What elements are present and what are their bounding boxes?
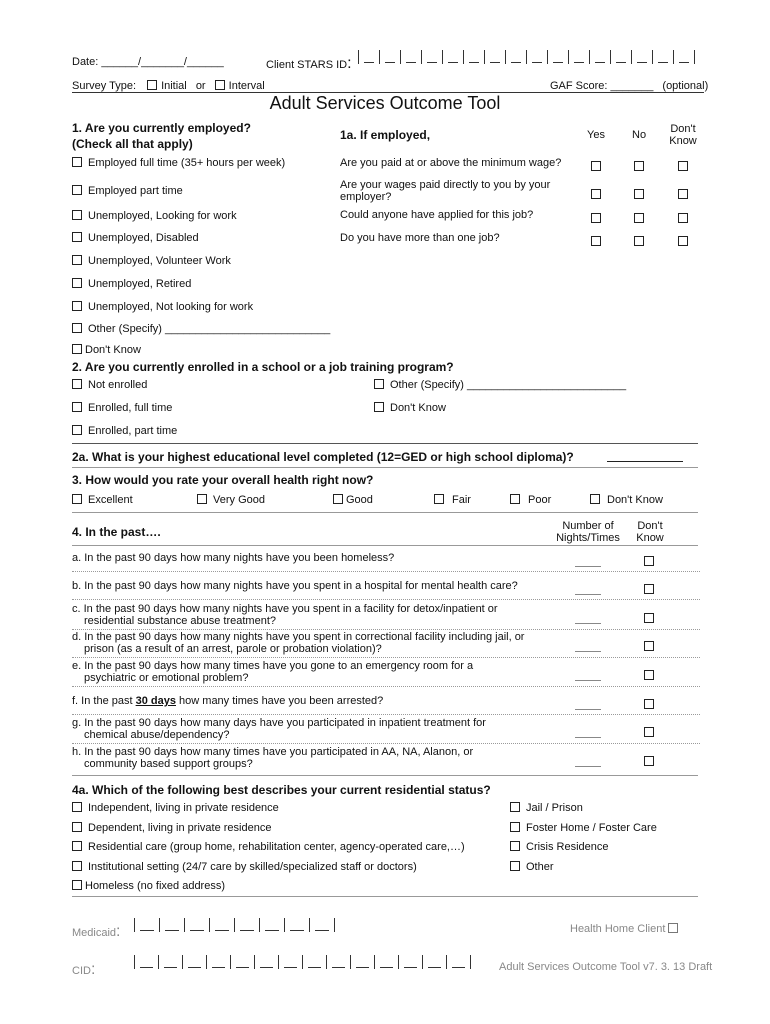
- col-number-nights: Number of Nights/Times: [556, 520, 620, 544]
- checkbox[interactable]: [510, 802, 520, 812]
- q1a-dontknow-checkbox[interactable]: [678, 213, 688, 223]
- checkbox[interactable]: [72, 232, 82, 242]
- medicaid-label: Medicaid:: [72, 923, 121, 940]
- q4-dontknow-checkbox[interactable]: [644, 756, 654, 766]
- divider: [72, 545, 698, 546]
- page-title: Adult Services Outcome Tool: [269, 93, 501, 113]
- cid-boxes[interactable]: [134, 955, 472, 974]
- checkbox[interactable]: [72, 861, 82, 871]
- q4a-option[interactable]: Institutional setting (24/7 care by skilled/specialized staff or doctors): [72, 861, 417, 873]
- id-digit-box[interactable]: [134, 918, 159, 932]
- q1a-no-checkbox[interactable]: [634, 161, 644, 171]
- id-digit-box[interactable]: [206, 955, 230, 969]
- id-digit-box[interactable]: [422, 955, 446, 969]
- q4a-option[interactable]: Dependent, living in private residence: [72, 822, 271, 834]
- checkbox[interactable]: [72, 301, 82, 311]
- q1a-yes-checkbox[interactable]: [591, 236, 601, 246]
- id-digit-box[interactable]: [568, 50, 589, 64]
- id-box-end: [470, 955, 472, 969]
- checkbox[interactable]: [333, 494, 343, 504]
- survey-type: Survey Type: Initial or Interval: [72, 80, 265, 92]
- q4-item-cont: residential substance abuse treatment?: [84, 615, 277, 627]
- q4a-option[interactable]: Homeless (no fixed address): [72, 880, 225, 892]
- col-dont-know: Don't Know: [669, 123, 697, 147]
- q1-option[interactable]: Unemployed, Looking for work: [72, 210, 237, 222]
- q4-item-cont: chemical abuse/dependency?: [84, 729, 230, 741]
- id-digit-box[interactable]: [358, 50, 379, 64]
- divider: [72, 443, 698, 444]
- q1a-no-checkbox[interactable]: [634, 213, 644, 223]
- q4-dontknow-checkbox[interactable]: [644, 613, 654, 623]
- initial-checkbox[interactable]: [147, 80, 157, 90]
- id-digit-box[interactable]: [234, 918, 259, 932]
- q1-option[interactable]: Don't Know: [72, 344, 141, 356]
- id-digit-box[interactable]: [442, 50, 463, 64]
- id-box-end: [334, 918, 336, 932]
- cid-label: CID:: [72, 961, 96, 978]
- q3-option[interactable]: Good: [333, 494, 373, 506]
- divider: [72, 512, 698, 513]
- q2a-answer-field[interactable]: [607, 461, 683, 462]
- q1a-no-checkbox[interactable]: [634, 236, 644, 246]
- id-digit-box[interactable]: [326, 955, 350, 969]
- q4-item-f: f. In the past 30 days how many times have you been arrested?: [72, 695, 384, 707]
- q2-option-other[interactable]: Other (Specify) __________________________: [374, 379, 626, 391]
- initial-label: Initial: [161, 80, 187, 92]
- q1-option[interactable]: Unemployed, Not looking for work: [72, 301, 253, 313]
- divider: [72, 775, 698, 776]
- id-digit-box[interactable]: [398, 955, 422, 969]
- q4-number-field[interactable]: [575, 623, 601, 624]
- id-digit-box[interactable]: [631, 50, 652, 64]
- q4-number-field[interactable]: [575, 594, 601, 595]
- col-dont-know: Don't Know: [636, 520, 664, 544]
- checkbox[interactable]: [72, 425, 82, 435]
- checkbox[interactable]: [72, 185, 82, 195]
- q4-item-cont: psychiatric or emotional problem?: [84, 672, 249, 684]
- divider: [72, 896, 698, 897]
- q4-dontknow-checkbox[interactable]: [644, 556, 654, 566]
- q1a-heading: 1a. If employed,: [340, 128, 431, 142]
- id-digit-box[interactable]: [159, 918, 184, 932]
- id-digit-box[interactable]: [652, 50, 673, 64]
- id-digit-box[interactable]: [610, 50, 631, 64]
- q4-number-field[interactable]: [575, 737, 601, 738]
- medicaid-id-boxes[interactable]: [134, 918, 336, 937]
- q1a-dontknow-checkbox[interactable]: [678, 236, 688, 246]
- q1a-question: Could anyone have applied for this job?: [340, 209, 534, 221]
- q1a-question: Do you have more than one job?: [340, 232, 500, 244]
- checkbox[interactable]: [72, 255, 82, 265]
- id-digit-box[interactable]: [589, 50, 610, 64]
- q3-heading: 3. How would you rate your overall health right now?: [72, 473, 374, 487]
- q1-option-other[interactable]: Other (Specify) ___________________________: [72, 323, 330, 335]
- id-digit-box[interactable]: [421, 50, 442, 64]
- id-digit-box[interactable]: [209, 918, 234, 932]
- checkbox[interactable]: [72, 323, 82, 333]
- id-digit-box[interactable]: [446, 955, 470, 969]
- q4-dontknow-checkbox[interactable]: [644, 584, 654, 594]
- checkbox[interactable]: [72, 802, 82, 812]
- checkbox[interactable]: [72, 210, 82, 220]
- q1-option[interactable]: Unemployed, Retired: [72, 278, 191, 290]
- q2-option[interactable]: Don't Know: [374, 402, 446, 414]
- q4-item-cont: community based support groups?: [84, 758, 253, 770]
- checkbox[interactable]: [510, 861, 520, 871]
- q1a-no-checkbox[interactable]: [634, 189, 644, 199]
- checkbox[interactable]: [510, 841, 520, 851]
- interval-label: Interval: [228, 80, 265, 92]
- checkbox[interactable]: [72, 494, 82, 504]
- divider: [72, 467, 698, 468]
- q4-dontknow-checkbox[interactable]: [644, 727, 654, 737]
- id-digit-box[interactable]: [400, 50, 421, 64]
- q4-number-field[interactable]: [575, 709, 601, 710]
- client-stars-label: Client STARS ID:: [266, 55, 352, 72]
- q4-item: h. In the past 90 days how many times have you participated in AA, NA, Alanon, or: [72, 746, 474, 758]
- q4-item: b. In the past 90 days how many nights have you spent in a hospital for mental health care?: [72, 580, 518, 592]
- q4-dontknow-checkbox[interactable]: [644, 670, 654, 680]
- id-digit-box[interactable]: [182, 955, 206, 969]
- q4a-option[interactable]: Other: [510, 861, 554, 873]
- q4a-heading: 4a. Which of the following best describes your current residential status?: [72, 783, 491, 797]
- id-digit-box[interactable]: [259, 918, 284, 932]
- checkbox[interactable]: [72, 402, 82, 412]
- q4a-option[interactable]: Jail / Prison: [510, 802, 583, 814]
- version-label: Adult Services Outcome Tool v7. 3. 13 Draft: [499, 961, 713, 973]
- q4a-option[interactable]: Residential care (group home, rehabilitation center, agency-operated care,…): [72, 841, 465, 853]
- id-digit-box[interactable]: [526, 50, 547, 64]
- checkbox[interactable]: [72, 880, 82, 890]
- q1-option[interactable]: Unemployed, Volunteer Work: [72, 255, 231, 267]
- id-digit-box[interactable]: [158, 955, 182, 969]
- q1a-question: Are you paid at or above the minimum wage?: [340, 157, 562, 169]
- q1-option[interactable]: Unemployed, Disabled: [72, 232, 199, 244]
- id-digit-box[interactable]: [184, 918, 209, 932]
- health-home-client[interactable]: Health Home Client: [570, 923, 678, 935]
- q4a-option[interactable]: Foster Home / Foster Care: [510, 822, 657, 834]
- checkbox[interactable]: [72, 278, 82, 288]
- health-home-checkbox[interactable]: [668, 923, 678, 933]
- q1a-dontknow-checkbox[interactable]: [678, 189, 688, 199]
- checkbox[interactable]: [374, 402, 384, 412]
- q1-option[interactable]: Employed part time: [72, 185, 183, 197]
- q2a-heading: 2a. What is your highest educational level completed (12=GED or high school diploma)?: [72, 450, 574, 464]
- q2-heading: 2. Are you currently enrolled in a school or a job training program?: [72, 360, 454, 374]
- id-box-end: [694, 50, 696, 64]
- q4-item: a. In the past 90 days how many nights have you been homeless?: [72, 552, 395, 564]
- checkbox[interactable]: [197, 494, 207, 504]
- q4-number-field[interactable]: [575, 680, 601, 681]
- q3-option[interactable]: Don't Know: [590, 494, 663, 506]
- q4-dontknow-checkbox[interactable]: [644, 699, 654, 709]
- q3-option[interactable]: Poor: [510, 494, 551, 506]
- q4-dontknow-checkbox[interactable]: [644, 641, 654, 651]
- q3-option[interactable]: Very Good: [197, 494, 265, 506]
- interval-checkbox[interactable]: [215, 80, 225, 90]
- q2-option[interactable]: Not enrolled: [72, 379, 147, 391]
- q1a-yes-checkbox[interactable]: [591, 161, 601, 171]
- id-digit-box[interactable]: [278, 955, 302, 969]
- q4-number-field[interactable]: [575, 566, 601, 567]
- col-no: No: [632, 129, 647, 141]
- checkbox[interactable]: [374, 379, 384, 389]
- id-digit-box[interactable]: [284, 918, 309, 932]
- q4-item: d. In the past 90 days how many nights have you spent in correctional facility including jail, or: [72, 631, 525, 643]
- q3-option[interactable]: Fair: [434, 494, 471, 506]
- q4-item-cont: prison (as a result of an arrest, parole or probation violation)?: [84, 643, 382, 655]
- id-digit-box[interactable]: [134, 955, 158, 969]
- q4-number-field[interactable]: [575, 766, 601, 767]
- id-digit-box[interactable]: [505, 50, 526, 64]
- q1-subheading: (Check all that apply): [72, 137, 193, 151]
- id-digit-box[interactable]: [547, 50, 568, 64]
- q4a-option[interactable]: Crisis Residence: [510, 841, 609, 853]
- gaf-score-field[interactable]: GAF Score: _______ (optional): [550, 80, 709, 92]
- q4a-option[interactable]: Independent, living in private residence: [72, 802, 279, 814]
- id-digit-box[interactable]: [484, 50, 505, 64]
- q2-option[interactable]: Enrolled, part time: [72, 425, 177, 437]
- id-digit-box[interactable]: [463, 50, 484, 64]
- q4-item: c. In the past 90 days how many nights have you spent in a facility for detox/inpatient or: [72, 603, 498, 615]
- id-digit-box[interactable]: [309, 918, 334, 932]
- q4-heading: 4. In the past….: [72, 525, 161, 539]
- id-digit-box[interactable]: [230, 955, 254, 969]
- checkbox[interactable]: [510, 494, 520, 504]
- id-digit-box[interactable]: [673, 50, 694, 64]
- q1a-yes-checkbox[interactable]: [591, 213, 601, 223]
- id-digit-box[interactable]: [379, 50, 400, 64]
- checkbox[interactable]: [72, 379, 82, 389]
- q4-number-field[interactable]: [575, 651, 601, 652]
- q1a-question-cont: employer?: [340, 191, 392, 203]
- q1-option[interactable]: Employed full time (35+ hours per week): [72, 157, 285, 169]
- checkbox[interactable]: [510, 822, 520, 832]
- q1-heading: 1. Are you currently employed?: [72, 121, 251, 135]
- q2-option[interactable]: Enrolled, full time: [72, 402, 172, 414]
- checkbox[interactable]: [72, 822, 82, 832]
- checkbox[interactable]: [590, 494, 600, 504]
- q3-option[interactable]: Excellent: [72, 494, 133, 506]
- col-yes: Yes: [587, 129, 605, 141]
- checkbox[interactable]: [434, 494, 444, 504]
- q1a-question: Are your wages paid directly to you by your: [340, 179, 551, 191]
- checkbox[interactable]: [72, 344, 82, 354]
- q4-item: e. In the past 90 days how many times have you gone to an emergency room for a: [72, 660, 474, 672]
- id-digit-box[interactable]: [374, 955, 398, 969]
- checkbox[interactable]: [72, 841, 82, 851]
- date-field[interactable]: Date: ______/_______/______: [72, 56, 224, 68]
- id-digit-box[interactable]: [254, 955, 278, 969]
- q1a-yes-checkbox[interactable]: [591, 189, 601, 199]
- id-digit-box[interactable]: [302, 955, 326, 969]
- client-stars-id-boxes[interactable]: [358, 50, 696, 69]
- q1a-dontknow-checkbox[interactable]: [678, 161, 688, 171]
- checkbox[interactable]: [72, 157, 82, 167]
- id-digit-box[interactable]: [350, 955, 374, 969]
- q4-item: g. In the past 90 days how many days have you participated in inpatient treatment for: [72, 717, 486, 729]
